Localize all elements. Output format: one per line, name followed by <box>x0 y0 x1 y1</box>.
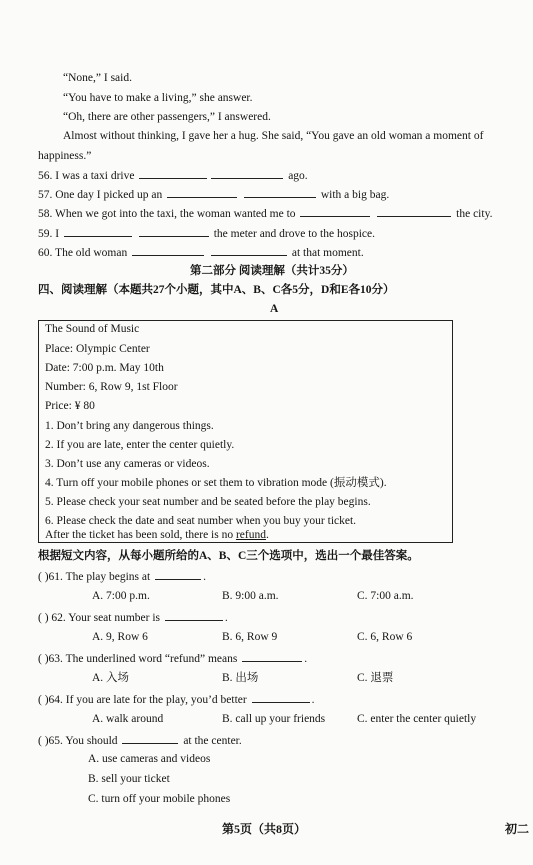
question-text: . <box>203 571 206 583</box>
notice-place: Place: Olympic Center <box>45 343 150 355</box>
question-stem <box>38 611 228 626</box>
question-text: 59. I <box>38 228 60 240</box>
notice-seat-number: Number: 6, Row 9, 1st Floor <box>45 381 178 393</box>
notice-last-punct: . <box>265 529 269 541</box>
answer-blank[interactable] <box>64 227 132 237</box>
answer-blank[interactable] <box>211 246 287 256</box>
answer-blank[interactable] <box>122 734 178 744</box>
option-b[interactable]: B. 9:00 a.m. <box>222 590 279 602</box>
answer-blank[interactable] <box>132 246 204 256</box>
option-a[interactable]: A. use cameras and videos <box>88 753 211 765</box>
fill-question <box>38 246 364 261</box>
passage-label: A <box>270 303 279 315</box>
answer-blank[interactable] <box>211 169 283 179</box>
option-c[interactable]: C. 7:00 a.m. <box>357 590 414 602</box>
question-text: . <box>224 612 228 624</box>
notice-rule: 2. If you are late, enter the center quietly. <box>45 439 235 451</box>
question-text: the meter and drove to the hospice. <box>213 228 375 240</box>
notice-rule: 3. Don’t use any cameras or videos. <box>45 458 210 470</box>
answer-blank[interactable] <box>377 207 451 217</box>
option-a[interactable]: A. 入场 <box>92 672 130 684</box>
option-a[interactable]: A. 9, Row 6 <box>92 631 148 643</box>
notice-last-line <box>45 529 269 543</box>
fill-question <box>38 207 492 222</box>
fill-question <box>38 227 375 242</box>
notice-rule: 6. Please check the date and seat number when you buy your ticket. <box>45 515 357 527</box>
story-line: “Oh, there are other passengers,” I answered. <box>63 111 271 123</box>
story-line: “You have to make a living,” she answer. <box>63 92 253 104</box>
story-line: Almost without thinking, I gave her a hug. She said, “You gave an old woman a moment of <box>63 130 484 142</box>
question-text: 58. When we got into the taxi, the woman wanted me to <box>38 208 296 220</box>
question-stem <box>38 693 314 708</box>
question-text: with a big bag. <box>320 189 390 201</box>
option-c[interactable]: C. 6, Row 6 <box>357 631 413 643</box>
option-c[interactable]: C. 退票 <box>357 672 394 684</box>
question-stem <box>38 652 307 667</box>
answer-blank[interactable] <box>139 169 207 179</box>
notice-rule: 4. Turn off your mobile phones or set them to vibration mode (振动模式). <box>45 477 387 489</box>
notice-last-text: After the ticket has been sold, there is no <box>45 529 236 541</box>
answer-blank[interactable] <box>252 693 310 703</box>
question-text: ( )61. The play begins at <box>38 571 151 583</box>
question-text: . <box>304 653 308 665</box>
story-line: “None,” I said. <box>63 72 132 84</box>
question-text: at that moment. <box>291 247 364 259</box>
question-text: 57. One day I picked up an <box>38 189 163 201</box>
option-c[interactable]: C. enter the center quietly <box>357 713 477 725</box>
notice-box <box>38 320 453 543</box>
question-text: 60. The old woman <box>38 247 128 259</box>
answer-blank[interactable] <box>155 570 201 580</box>
option-b[interactable]: B. 出场 <box>222 672 259 684</box>
question-text: at the center. <box>183 735 242 747</box>
option-c[interactable]: C. turn off your mobile phones <box>88 793 231 805</box>
question-text: 56. I was a taxi drive <box>38 170 135 182</box>
instruction: 根据短文内容，从每小题所给的A、B、C三个选项中，选出一个最佳答案。 <box>38 550 419 562</box>
answer-blank[interactable] <box>242 652 302 662</box>
refund-word: refund <box>235 529 266 541</box>
page-number: 第5页（共8页） <box>222 822 307 836</box>
notice-rule: 5. Please check your seat number and be seated before the play begins. <box>45 496 371 508</box>
grade-label: 初二 <box>505 822 530 836</box>
notice-price: Price: ¥ 80 <box>45 400 95 412</box>
answer-blank[interactable] <box>300 207 370 217</box>
option-a[interactable]: A. walk around <box>92 713 164 725</box>
question-text: ( )64. If you are late for the play, you’d better <box>38 694 247 706</box>
story-line: happiness.” <box>38 150 92 162</box>
notice-title: The Sound of Music <box>45 323 140 335</box>
notice-rule: 1. Don’t bring any dangerous things. <box>45 420 214 432</box>
question-stem <box>38 734 242 749</box>
question-text: . <box>311 694 315 706</box>
question-text: the city. <box>456 208 493 220</box>
answer-blank[interactable] <box>244 188 316 198</box>
option-a[interactable]: A. 7:00 p.m. <box>92 590 150 602</box>
answer-blank[interactable] <box>139 227 209 237</box>
option-b[interactable]: B. sell your ticket <box>88 773 170 785</box>
section-title: 四、阅读理解（本题共27个小题，其中A、B、C各5分，D和E各10分） <box>38 284 395 296</box>
question-text: ( )65. You should <box>38 735 118 747</box>
option-b[interactable]: B. 6, Row 9 <box>222 631 278 643</box>
option-b[interactable]: B. call up your friends <box>222 713 326 725</box>
question-text: ( )63. The underlined word “refund” means <box>38 653 238 665</box>
part-title: 第二部分 阅读理解（共计35分） <box>190 265 354 277</box>
question-text: ago. <box>288 170 308 182</box>
answer-blank[interactable] <box>165 611 223 621</box>
answer-blank[interactable] <box>167 188 237 198</box>
fill-question <box>38 188 389 203</box>
notice-date: Date: 7:00 p.m. May 10th <box>45 362 164 374</box>
question-stem <box>38 570 206 585</box>
question-text: ( ) 62. Your seat number is <box>38 612 161 624</box>
fill-question <box>38 169 308 184</box>
